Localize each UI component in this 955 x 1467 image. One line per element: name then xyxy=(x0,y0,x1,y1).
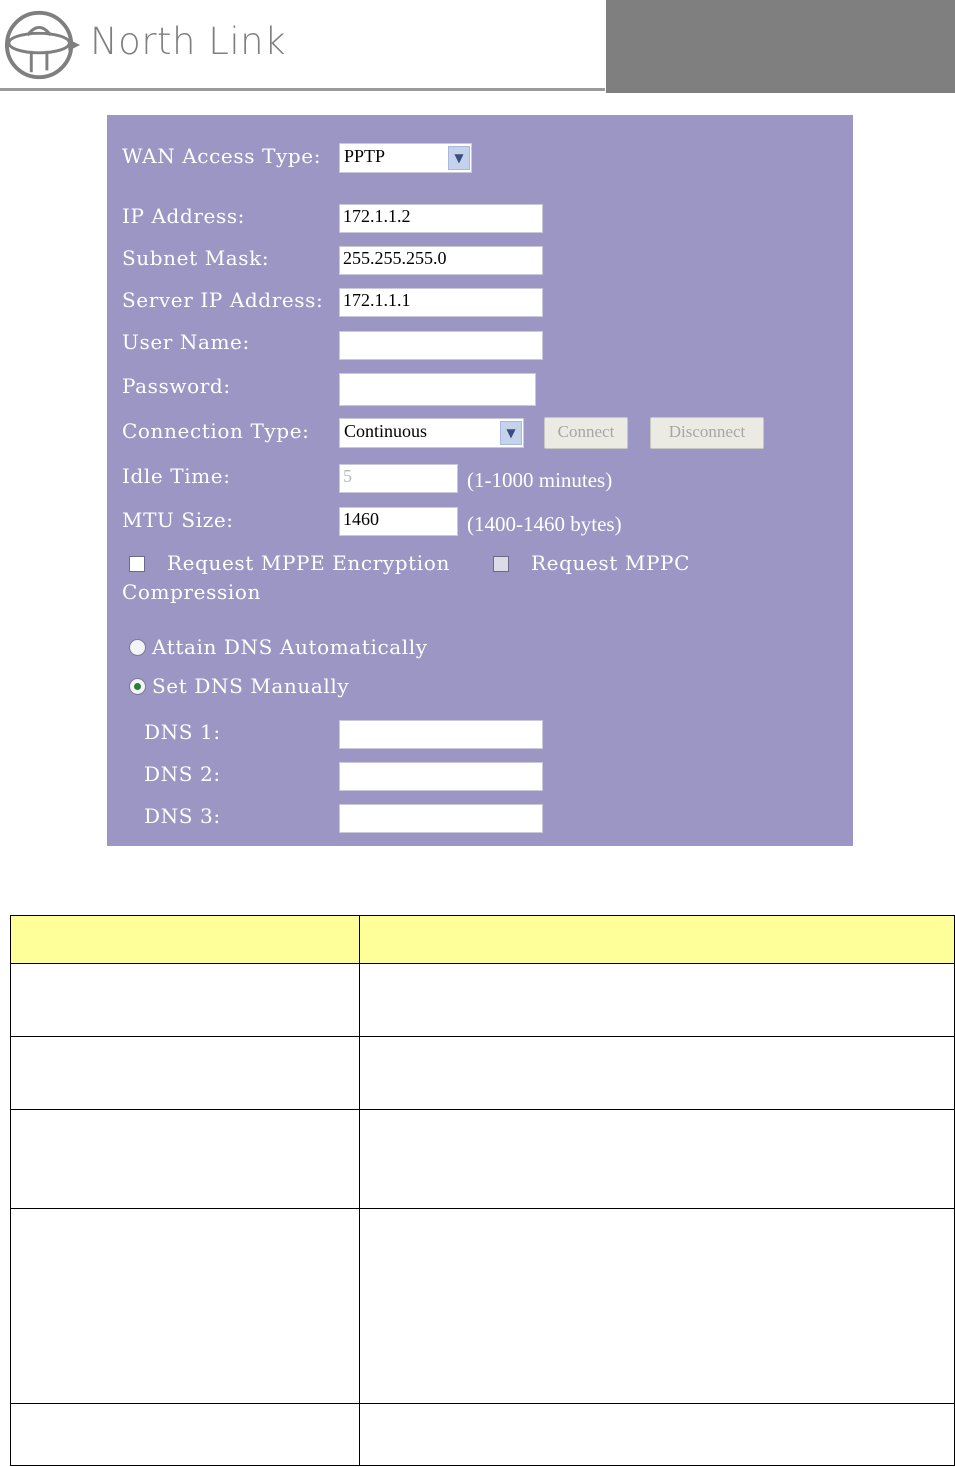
mppe-checkbox[interactable] xyxy=(129,556,145,572)
pptp-settings-panel xyxy=(107,115,853,846)
table-row xyxy=(11,1110,955,1209)
north-link-logo xyxy=(4,6,82,84)
table-cell xyxy=(11,964,360,1037)
mppc-label: Request MPPC xyxy=(531,551,690,575)
table-cell xyxy=(11,1209,360,1404)
connect-button[interactable]: Connect xyxy=(544,417,628,449)
subnet-mask-label: Subnet Mask: xyxy=(122,246,270,270)
mppe-label: Request MPPE Encryption xyxy=(167,551,450,575)
table-header-row xyxy=(11,916,955,964)
ip-address-label: IP Address: xyxy=(122,204,246,228)
table-header-cell xyxy=(11,916,360,964)
brand-name: North Link xyxy=(90,20,287,63)
dns1-input[interactable] xyxy=(339,720,543,749)
table-row xyxy=(11,1404,955,1466)
table-row xyxy=(11,964,955,1037)
server-ip-input[interactable]: 172.1.1.1 xyxy=(339,288,543,317)
mtu-size-label: MTU Size: xyxy=(122,508,234,532)
dns-manual-label: Set DNS Manually xyxy=(152,674,350,698)
table-cell xyxy=(360,964,955,1037)
table-cell xyxy=(360,1110,955,1209)
description-table xyxy=(10,915,955,1466)
password-label: Password: xyxy=(122,374,231,398)
chevron-down-icon: ▼ xyxy=(500,421,522,445)
password-input[interactable] xyxy=(339,373,536,406)
server-ip-label: Server IP Address: xyxy=(122,288,324,312)
dns2-label: DNS 2: xyxy=(144,762,221,786)
table-cell xyxy=(11,1037,360,1110)
idle-time-hint: (1-1000 minutes) xyxy=(467,468,613,492)
table-cell xyxy=(360,1404,955,1466)
dns3-input[interactable] xyxy=(339,804,543,833)
dns-auto-label: Attain DNS Automatically xyxy=(152,635,428,659)
table-row xyxy=(11,1037,955,1110)
dns1-label: DNS 1: xyxy=(144,720,221,744)
table-cell xyxy=(360,1209,955,1404)
dns-manual-radio[interactable] xyxy=(129,678,146,695)
user-name-input[interactable] xyxy=(339,331,543,360)
table-cell xyxy=(11,1404,360,1466)
dns2-input[interactable] xyxy=(339,762,543,791)
wan-access-type-value: PPTP xyxy=(344,146,386,166)
connection-type-select[interactable] xyxy=(339,418,524,448)
idle-time-input[interactable]: 5 xyxy=(339,464,458,493)
ip-address-input[interactable]: 172.1.1.2 xyxy=(339,204,543,233)
page-header xyxy=(0,0,955,100)
connection-type-value: Continuous xyxy=(344,421,428,441)
header-band xyxy=(606,0,955,93)
mppc-label-continued: Compression xyxy=(122,580,261,604)
table-row xyxy=(11,1209,955,1404)
connection-type-label: Connection Type: xyxy=(122,419,310,443)
header-divider xyxy=(0,88,605,91)
wan-access-type-select[interactable] xyxy=(339,143,472,173)
chevron-down-icon: ▼ xyxy=(448,146,470,170)
mtu-size-input[interactable]: 1460 xyxy=(339,507,458,536)
mtu-size-hint: (1400-1460 bytes) xyxy=(467,512,622,536)
wan-access-type-label: WAN Access Type: xyxy=(122,144,322,168)
table-cell xyxy=(360,1037,955,1110)
dns3-label: DNS 3: xyxy=(144,804,221,828)
subnet-mask-input[interactable]: 255.255.255.0 xyxy=(339,246,543,275)
table-header-cell xyxy=(360,916,955,964)
table-cell xyxy=(11,1110,360,1209)
disconnect-button[interactable]: Disconnect xyxy=(650,417,764,449)
user-name-label: User Name: xyxy=(122,330,250,354)
dns-auto-radio[interactable] xyxy=(129,639,146,656)
mppc-checkbox[interactable] xyxy=(493,556,509,572)
idle-time-label: Idle Time: xyxy=(122,464,231,488)
